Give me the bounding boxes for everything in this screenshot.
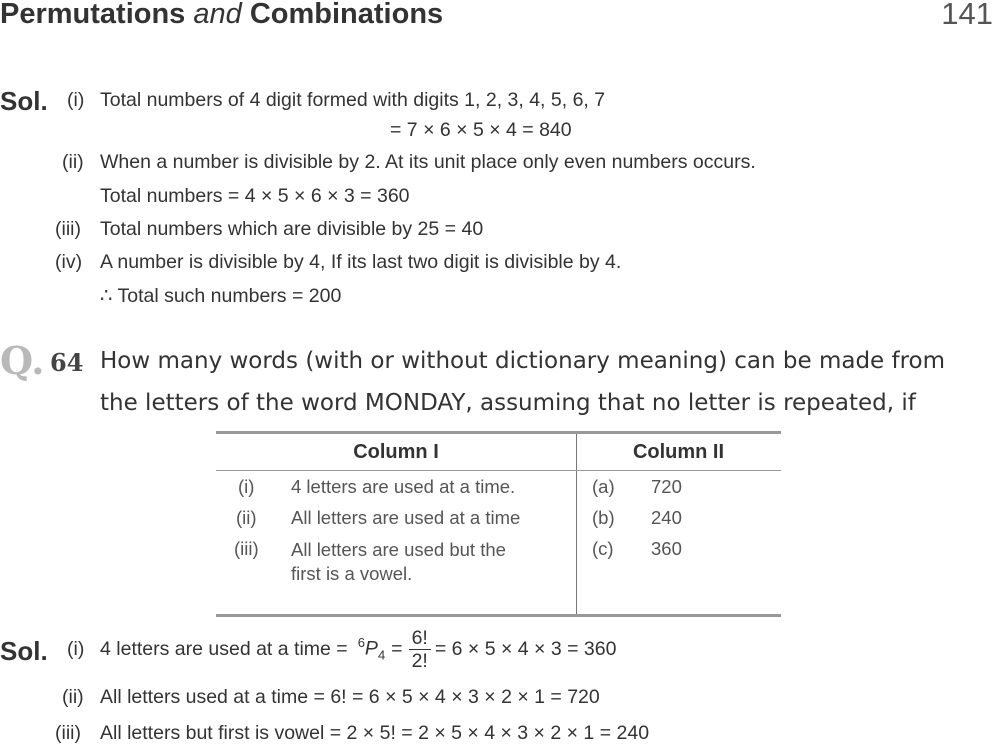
sol1-iv-calc: ∴ Total such numbers = 200 — [100, 285, 342, 307]
match-table — [216, 431, 781, 590]
column-2-header: Column II — [576, 431, 781, 471]
perm-sub: 4 — [377, 647, 386, 663]
column-1-header: Column I — [216, 431, 576, 471]
title-part-3: Combinations — [249, 0, 444, 30]
page-header-title — [0, 0, 443, 31]
sol1-i-text: Total numbers of 4 digit formed with digits 1, 2, 3, 4, 5, 6, 7 — [100, 89, 606, 111]
sol2-i-eq: = — [391, 637, 403, 660]
page-number: 141 — [941, 0, 993, 31]
table-row — [216, 471, 781, 503]
table-row — [216, 533, 781, 590]
perm-pre: 6 — [357, 635, 365, 651]
sol1-ii-label: (ii) — [62, 151, 84, 173]
sol2-i-text: 4 letters are used at a time = — [100, 637, 348, 660]
title-part-2: and — [193, 0, 242, 30]
sol2-i-calc: = 6 × 5 × 4 × 3 = 360 — [434, 637, 617, 660]
sol2-i-label: (i) — [67, 638, 85, 660]
sol2-ii-label: (ii) — [62, 686, 84, 708]
sol1-ii-calc: Total numbers = 4 × 5 × 6 × 3 = 360 — [100, 185, 410, 207]
fraction-numerator: 6! — [409, 627, 431, 650]
sol2-i-line — [100, 627, 616, 671]
sol1-iv-label: (iv) — [55, 251, 83, 273]
sol2-iii-text: All letters but first is vowel = 2 × 5! = 2 × 5 × 4 × 3 × 2 × 1 = 240 — [100, 722, 650, 744]
sol1-ii-text: When a number is divisible by 2. At its unit place only even numbers occurs. — [100, 151, 756, 173]
row-opt: (a) — [592, 476, 615, 497]
row-num: (iii) — [234, 538, 259, 559]
row-val: 360 — [651, 538, 682, 559]
row-text-line-2: first is a vowel. — [291, 563, 413, 584]
row-text: 4 letters are used at a time. — [291, 476, 516, 497]
question-number: 64 — [50, 348, 84, 377]
fraction — [409, 627, 431, 672]
table-bottom-rule — [216, 614, 781, 617]
row-text: All letters are used at a time — [291, 507, 521, 528]
row-val: 720 — [651, 476, 682, 497]
table-row — [216, 502, 781, 533]
question-line-1: How many words (with or without dictionary meaning) can be made from — [100, 348, 946, 374]
sol1-iii-label: (iii) — [55, 218, 81, 240]
sol1-iv-text: A number is divisible by 4, If its last two digit is divisible by 4. — [100, 251, 622, 273]
question-line-2: the letters of the word MONDAY, assuming that no letter is repeated, if — [100, 390, 916, 416]
row-num: (ii) — [236, 507, 257, 528]
sol1-i-label: (i) — [67, 89, 85, 111]
row-opt: (b) — [592, 507, 615, 528]
question-letter: Q. — [0, 338, 45, 383]
row-text-multiline — [291, 533, 576, 590]
sol-label-2: Sol. — [0, 636, 48, 666]
title-part-1: Permutations — [0, 0, 186, 30]
permutation-expr — [358, 635, 385, 662]
row-val: 240 — [651, 507, 682, 528]
sol1-i-calc: = 7 × 6 × 5 × 4 = 840 — [390, 119, 572, 141]
sol2-ii-text: All letters used at a time = 6! = 6 × 5 × 4 × 3 × 2 × 1 = 720 — [100, 686, 600, 708]
sol1-iii-text: Total numbers which are divisible by 25 = 40 — [100, 218, 484, 240]
sol-label-1: Sol. — [0, 86, 48, 116]
fraction-denominator: 2! — [411, 649, 428, 672]
sol2-iii-label: (iii) — [55, 722, 81, 744]
row-text-line-1: All letters are used but the — [291, 539, 506, 560]
row-opt: (c) — [592, 538, 614, 559]
row-num: (i) — [238, 476, 255, 497]
perm-p: P — [364, 637, 378, 660]
